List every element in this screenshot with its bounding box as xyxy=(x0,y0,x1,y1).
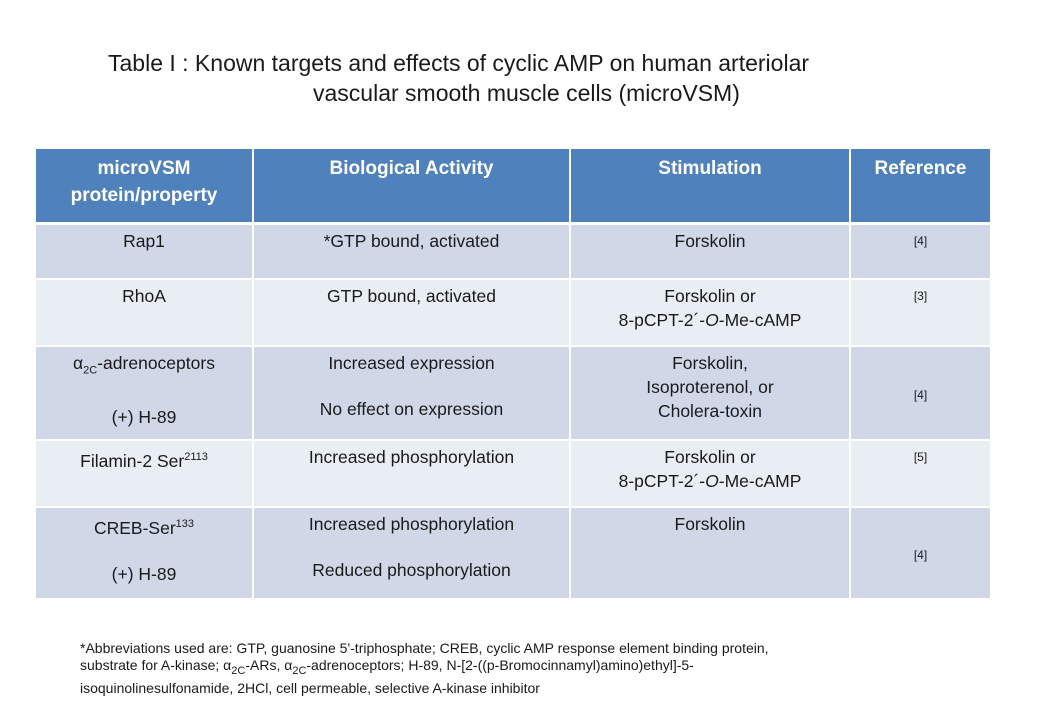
activity-line1: Increased expression xyxy=(328,353,495,373)
table-header-row xyxy=(35,149,991,223)
activity-line1: Increased phosphorylation xyxy=(308,514,515,534)
footnote-line3: isoquinolinesulfonamide, 2HCl, cell permeable, selective A-kinase inhibitor xyxy=(80,679,540,696)
cell-activity: GTP bound, activated xyxy=(253,279,570,346)
cell-protein xyxy=(35,440,253,507)
header-protein-line2: protein/property xyxy=(70,185,218,206)
footnote-line2-a: substrate for A-kinase; α xyxy=(80,657,232,673)
table-row xyxy=(35,279,991,346)
cell-protein xyxy=(35,346,253,440)
cell-activity xyxy=(253,507,570,599)
targets-table xyxy=(34,149,992,600)
abbreviations-footnote xyxy=(80,640,980,697)
protein-line2: (+) H-89 xyxy=(111,563,177,584)
header-reference: Reference xyxy=(850,149,991,223)
cell-reference: [5] xyxy=(850,440,991,507)
title-line-1: Table I : Known targets and effects of cyclic AMP on human arteriolar xyxy=(108,50,810,76)
table-row xyxy=(35,440,991,507)
protein-superscript: 133 xyxy=(175,518,195,530)
stimulation-line2-post: -Me-cAMP xyxy=(718,471,802,491)
table-row xyxy=(35,346,991,440)
stimulation-line2-italic: O xyxy=(705,310,719,330)
header-protein xyxy=(35,149,253,223)
cell-stimulation xyxy=(570,279,850,346)
header-protein-line1: microVSM xyxy=(97,158,191,179)
stimulation-line1: Forskolin or xyxy=(664,447,756,467)
cell-activity: Increased phosphorylation xyxy=(253,440,570,507)
stimulation-line3: Cholera-toxin xyxy=(657,401,763,421)
stimulation-line2-italic: O xyxy=(705,471,719,491)
protein-subscript: 2C xyxy=(83,364,98,377)
stimulation-line2: Isoproterenol, or xyxy=(646,377,774,397)
cell-activity: *GTP bound, activated xyxy=(253,223,570,279)
activity-line2: Reduced phosphorylation xyxy=(312,560,511,580)
stimulation-line1: Forskolin, xyxy=(672,353,748,373)
footnote-line2-c: -adrenoceptors; H-89, N-[2-((p-Bromocinnamyl)amino)ethyl]-5- xyxy=(306,657,694,673)
cell-protein: RhoA xyxy=(35,279,253,346)
footnote-line1: *Abbreviations used are: GTP, guanosine 5'-triphosphate; CREB, cyclic AMP response element binding protein, xyxy=(80,640,769,656)
protein-prefix: Filamin-2 Ser xyxy=(80,450,185,471)
cell-reference: [3] xyxy=(850,279,991,346)
stimulation-line2-post: -Me-cAMP xyxy=(718,310,802,330)
cell-reference: [4] xyxy=(850,346,991,440)
cell-stimulation xyxy=(570,346,850,440)
cell-activity xyxy=(253,346,570,440)
activity-line2: No effect on expression xyxy=(319,399,504,419)
footnote-subscript-1: 2C xyxy=(231,664,246,677)
protein-prefix: CREB-Ser xyxy=(93,517,176,538)
footnote-line2-b: -ARs, α xyxy=(245,657,293,673)
cell-protein xyxy=(35,507,253,599)
table-row xyxy=(35,507,991,599)
stimulation-line1: Forskolin or xyxy=(664,286,756,306)
header-activity: Biological Activity xyxy=(253,149,570,223)
stimulation-line2-pre: 8-pCPT-2´- xyxy=(618,471,706,491)
cell-reference: [4] xyxy=(850,223,991,279)
footnote-subscript-2: 2C xyxy=(292,664,307,677)
cell-stimulation xyxy=(570,440,850,507)
table-row xyxy=(35,223,991,279)
cell-stimulation: Forskolin xyxy=(570,223,850,279)
protein-line2: (+) H-89 xyxy=(111,406,177,427)
cell-reference: [4] xyxy=(850,507,991,599)
protein-prefix: α xyxy=(73,353,84,373)
cell-stimulation: Forskolin xyxy=(570,507,850,599)
title-line-2: vascular smooth muscle cells (microVSM) xyxy=(313,80,740,106)
header-stimulation: Stimulation xyxy=(570,149,850,223)
cell-protein: Rap1 xyxy=(35,223,253,279)
protein-superscript: 2113 xyxy=(184,451,208,463)
protein-suffix: -adrenoceptors xyxy=(97,353,215,373)
stimulation-line2-pre: 8-pCPT-2´- xyxy=(618,310,706,330)
